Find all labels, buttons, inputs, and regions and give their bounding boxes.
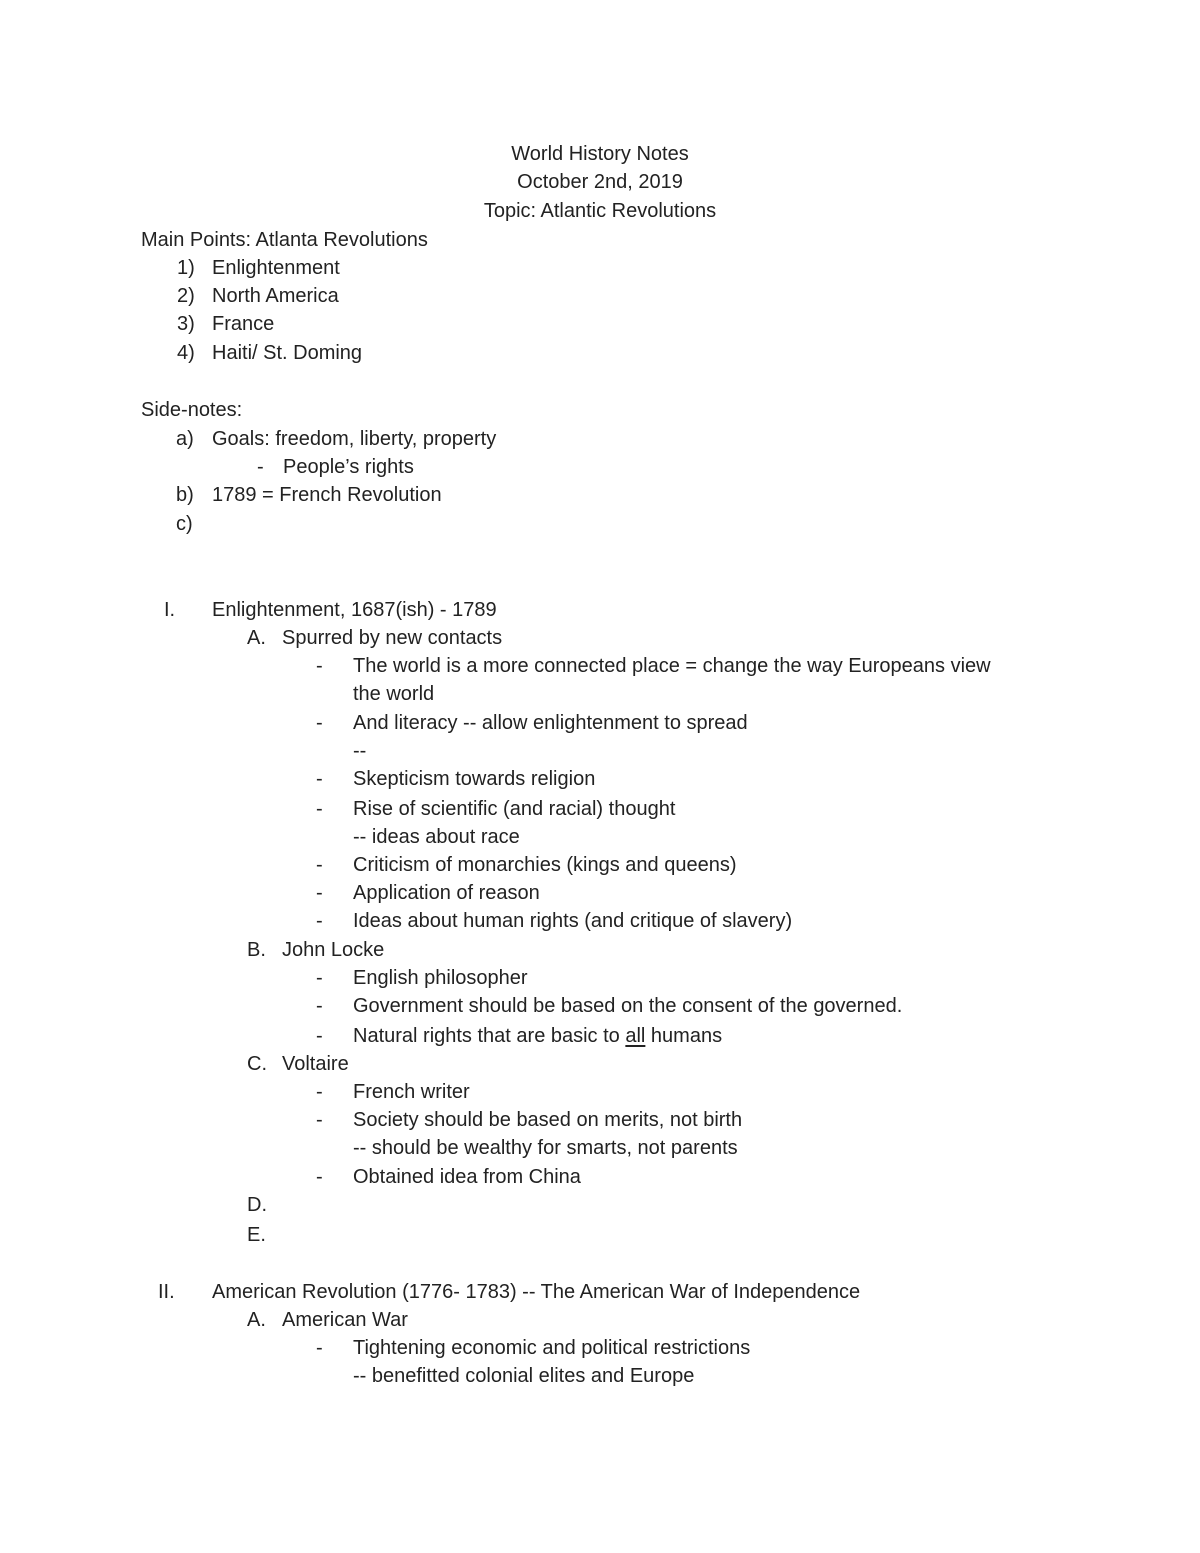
bullet-marker: - bbox=[316, 882, 323, 904]
bullet-item: Society should be based on merits, not birth bbox=[353, 1109, 743, 1131]
topic-line: Topic: Atlantic Revolutions bbox=[483, 200, 717, 222]
bullet-continuation: -- ideas about race bbox=[353, 826, 520, 848]
bullet-item: Application of reason bbox=[353, 882, 540, 904]
side-note-item: 1789 = French Revolution bbox=[212, 484, 442, 506]
bullet-item: Rise of scientific (and racial) thought bbox=[353, 798, 676, 820]
underlined-word: all bbox=[625, 1025, 646, 1047]
page-title: World History Notes bbox=[511, 143, 689, 165]
bullet-item: Ideas about human rights (and critique of slavery) bbox=[353, 910, 793, 932]
bullet-marker: - bbox=[316, 1081, 323, 1103]
subsection-marker: A. bbox=[247, 1309, 266, 1331]
list-marker: a) bbox=[176, 428, 194, 450]
bullet-continuation: -- should be wealthy for smarts, not parents bbox=[353, 1137, 738, 1159]
bullet-item: Obtained idea from China bbox=[353, 1166, 581, 1188]
bullet-continuation: -- benefitted colonial elites and Europe bbox=[353, 1365, 695, 1387]
date-line: October 2nd, 2019 bbox=[517, 171, 683, 193]
section-marker: II. bbox=[158, 1281, 175, 1303]
side-note-item: Goals: freedom, liberty, property bbox=[212, 428, 497, 450]
subsection-heading: Voltaire bbox=[282, 1053, 349, 1075]
bullet-marker: - bbox=[316, 1166, 323, 1188]
subsection-heading: Spurred by new contacts bbox=[282, 627, 503, 649]
bullet-marker: - bbox=[316, 655, 323, 677]
bullet-item bbox=[353, 1022, 722, 1050]
bullet-marker: - bbox=[316, 967, 323, 989]
bullet-item: Skepticism towards religion bbox=[353, 768, 596, 790]
bullet-continuation: -- bbox=[353, 740, 367, 762]
list-marker: c) bbox=[176, 513, 193, 535]
bullet-marker: - bbox=[316, 768, 323, 790]
bullet-item: Tightening economic and political restrictions bbox=[353, 1337, 751, 1359]
subsection-heading: American War bbox=[282, 1309, 408, 1331]
list-item: North America bbox=[212, 285, 339, 307]
bullet-marker: - bbox=[316, 1025, 323, 1047]
subsection-marker: B. bbox=[247, 939, 266, 961]
bullet-marker: - bbox=[316, 995, 323, 1017]
list-item: Enlightenment bbox=[212, 257, 340, 279]
bullet-marker: - bbox=[316, 854, 323, 876]
list-marker: 3) bbox=[177, 313, 195, 335]
list-marker: 1) bbox=[177, 257, 195, 279]
bullet-item: English philosopher bbox=[353, 967, 528, 989]
bullet-text: Natural rights that are basic to bbox=[353, 1025, 626, 1047]
list-marker: 2) bbox=[177, 285, 195, 307]
bullet-marker: - bbox=[316, 798, 323, 820]
bullet-continuation: the world bbox=[353, 683, 435, 705]
subsection-marker: C. bbox=[247, 1053, 267, 1075]
bullet-item: Criticism of monarchies (kings and queens) bbox=[353, 854, 737, 876]
bullet-item: And literacy -- allow enlightenment to spread bbox=[353, 712, 748, 734]
bullet-item: Government should be based on the consent of the governed. bbox=[353, 995, 903, 1017]
list-marker: 4) bbox=[177, 342, 195, 364]
section-heading: Enlightenment, 1687(ish) - 1789 bbox=[212, 599, 497, 621]
side-notes-heading: Side-notes: bbox=[141, 399, 243, 421]
list-item: France bbox=[212, 313, 275, 335]
section-heading: American Revolution (1776- 1783) -- The American War of Independence bbox=[212, 1281, 861, 1303]
subsection-marker: A. bbox=[247, 627, 266, 649]
bullet-marker: - bbox=[316, 1337, 323, 1359]
bullet-marker: - bbox=[316, 712, 323, 734]
main-points-heading: Main Points: Atlanta Revolutions bbox=[141, 229, 428, 251]
subsection-marker: E. bbox=[247, 1224, 266, 1246]
side-note-subitem: People’s rights bbox=[283, 456, 414, 478]
bullet-text: humans bbox=[645, 1025, 723, 1047]
subsection-heading: John Locke bbox=[282, 939, 385, 961]
subsection-marker: D. bbox=[247, 1194, 267, 1216]
bullet-marker: - bbox=[257, 456, 264, 478]
section-marker: I. bbox=[164, 599, 176, 621]
bullet-item: French writer bbox=[353, 1081, 470, 1103]
bullet-marker: - bbox=[316, 910, 323, 932]
list-marker: b) bbox=[176, 484, 194, 506]
list-item: Haiti/ St. Doming bbox=[212, 342, 363, 364]
bullet-marker: - bbox=[316, 1109, 323, 1131]
bullet-item: The world is a more connected place = change the way Europeans view bbox=[353, 655, 991, 677]
